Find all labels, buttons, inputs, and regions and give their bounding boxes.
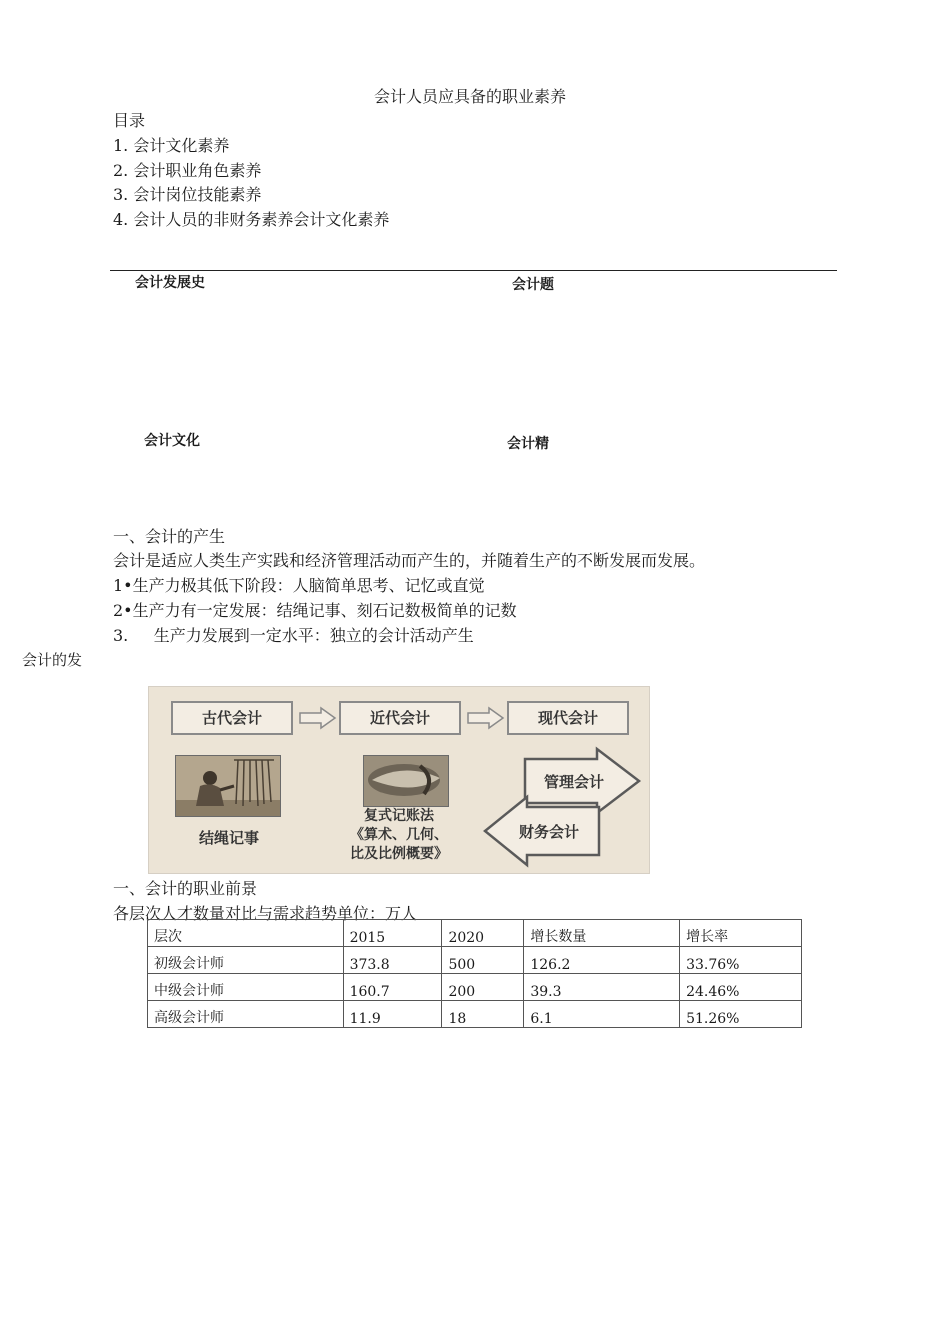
- column-header: 增长数量: [524, 920, 680, 947]
- list-item-2: 2•生产力有一定发展：结绳记事、刻石记数极简单的记数: [113, 601, 517, 620]
- table-row: [148, 974, 802, 1001]
- section-heading-prospects: 一、会计的职业前景: [113, 879, 258, 898]
- column-header: 2020: [442, 920, 524, 947]
- flow-arrow-icon: [467, 707, 505, 729]
- diagram-node-bottom-right: 会计精: [507, 436, 549, 452]
- cut-off-label: 会计的发: [22, 651, 83, 669]
- table-header-row: [148, 920, 802, 947]
- section-heading-origin: 一、会计的产生: [113, 527, 226, 546]
- table-cell: 中级会计师: [148, 974, 344, 1001]
- column-header: 层次: [148, 920, 344, 947]
- table-cell: 39.3: [524, 974, 680, 1001]
- table-cell: 160.7: [343, 974, 442, 1001]
- stage-contemporary: 现代会计: [507, 701, 629, 735]
- table-row: [148, 947, 802, 974]
- section-body-origin: 会计是适应人类生产实践和经济管理活动而产生的，并随着生产的不断发展而发展。: [113, 551, 706, 570]
- table-cell: 126.2: [524, 947, 680, 974]
- table-cell: 200: [442, 974, 524, 1001]
- table-cell: 6.1: [524, 1001, 680, 1028]
- caption-double-entry: [329, 807, 469, 864]
- diagram-node-top-right: 会计题: [512, 277, 554, 293]
- toc-item-3: 3. 会计岗位技能素养: [113, 185, 262, 204]
- flow-arrow-icon: [299, 707, 337, 729]
- table-cell: 500: [442, 947, 524, 974]
- label-financial-accounting: 财务会计: [518, 823, 579, 841]
- knot-record-illustration: [175, 755, 281, 817]
- talent-demand-table: [147, 919, 802, 1028]
- label-management-accounting: 管理会计: [543, 773, 604, 791]
- toc-item-2: 2. 会计职业角色素养: [113, 161, 262, 180]
- diagram-node-history: 会计发展史: [135, 275, 205, 291]
- table-cell: 51.26%: [680, 1001, 802, 1028]
- diagram-node-culture: 会计文化: [144, 433, 200, 449]
- list-item-3: 3. 生产力发展到一定水平：独立的会计活动产生: [113, 626, 474, 645]
- table-cell: 高级会计师: [148, 1001, 344, 1028]
- table-cell: 初级会计师: [148, 947, 344, 974]
- branch-arrows-icon: [479, 747, 644, 867]
- table-cell: 24.46%: [680, 974, 802, 1001]
- table-row: [148, 1001, 802, 1028]
- caption-line: 复式记账法: [364, 808, 434, 824]
- caption-knot-record: 结绳记事: [198, 829, 259, 847]
- stage-modern-early: 近代会计: [339, 701, 461, 735]
- list-item-1: 1•生产力极其低下阶段：人脑简单思考、记忆或直觉: [113, 576, 485, 595]
- table-cell: 373.8: [343, 947, 442, 974]
- table-cell: 11.9: [343, 1001, 442, 1028]
- caption-line: 《算术、几何、: [350, 827, 448, 843]
- toc-item-1: 1. 会计文化素养: [113, 136, 230, 155]
- column-header: 2015: [343, 920, 442, 947]
- page-title: 会计人员应具备的职业素养: [374, 87, 567, 106]
- table-caption: 各层次人才数量对比与需求趋势单位：万人: [113, 904, 418, 923]
- column-header: 增长率: [680, 920, 802, 947]
- divider-line: [110, 270, 837, 271]
- toc-item-4: 4. 会计人员的非财务素养会计文化素养: [113, 210, 390, 229]
- toc-heading: 目录: [113, 111, 146, 130]
- stage-ancient: 古代会计: [171, 701, 293, 735]
- table-cell: 18: [442, 1001, 524, 1028]
- accounting-evolution-figure: [148, 686, 650, 874]
- ledger-book-illustration: [363, 755, 449, 807]
- table-cell: 33.76%: [680, 947, 802, 974]
- caption-line: 比及比例概要》: [350, 846, 448, 862]
